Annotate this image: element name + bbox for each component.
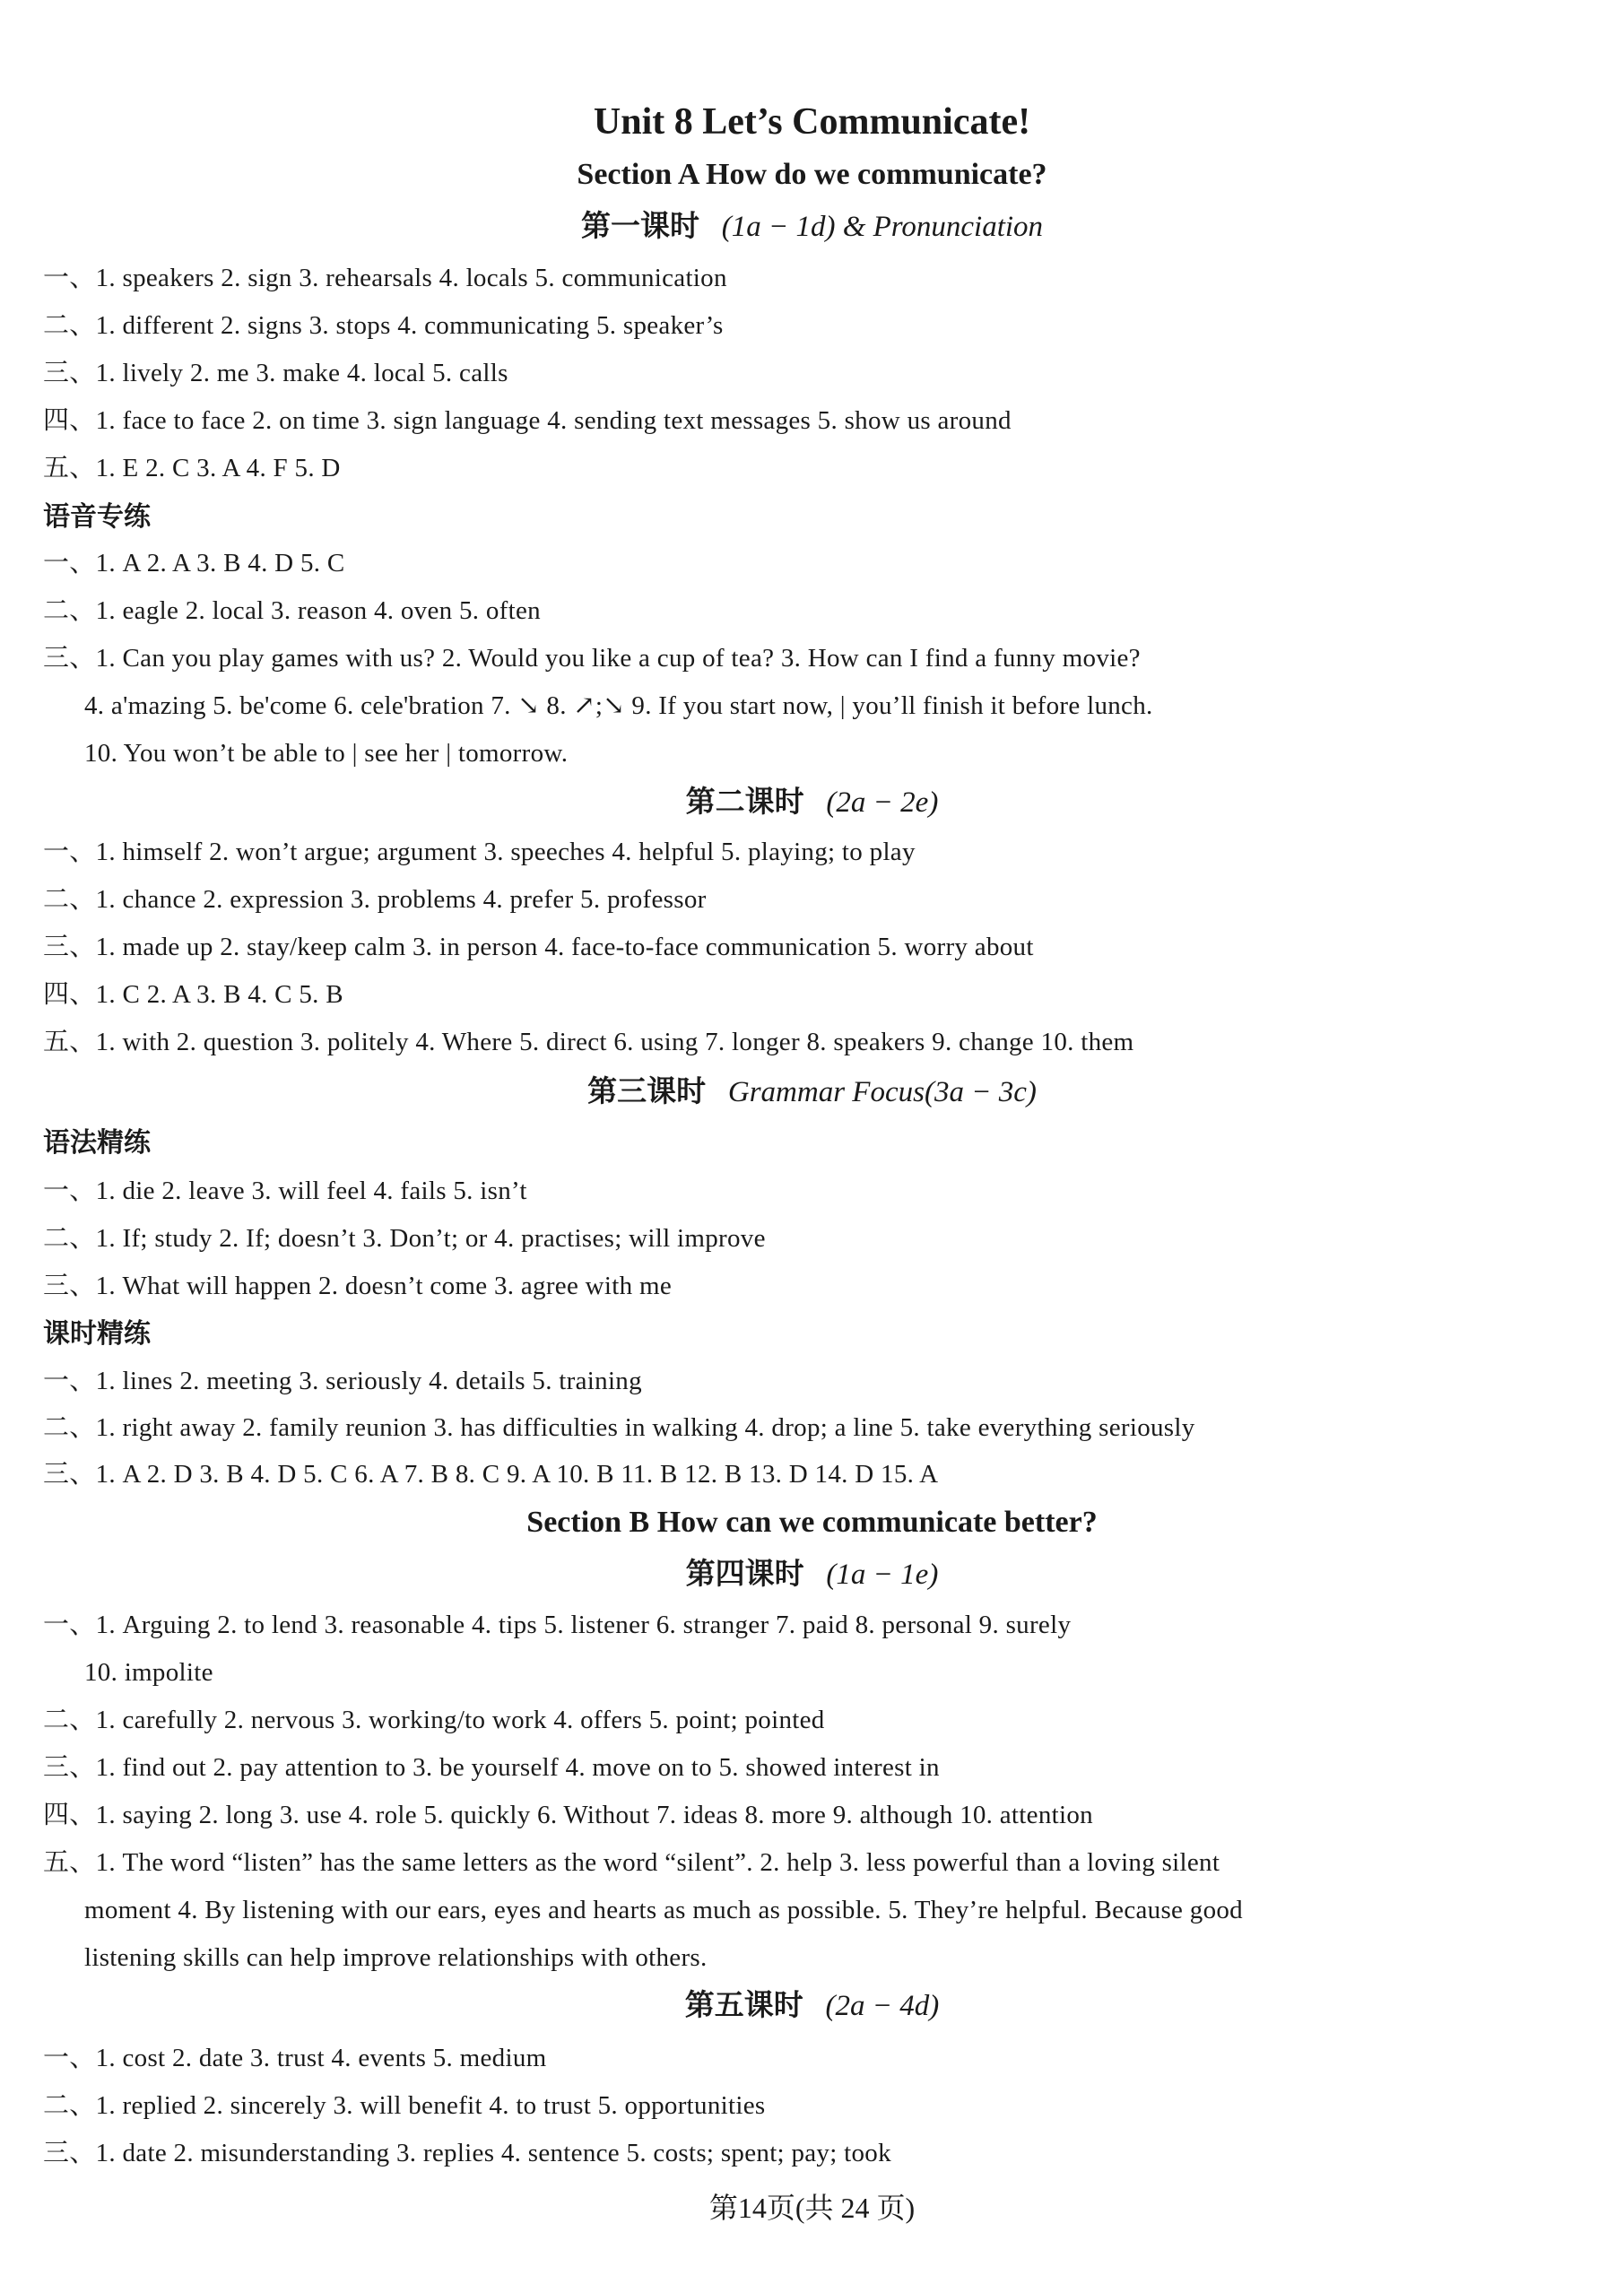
answer-line: 三、1. A 2. D 3. B 4. D 5. C 6. A 7. B 8. C 9. A 10. B 11. B 12. B 13. D 14. D 15. A	[43, 1460, 939, 1489]
lesson-1-range: (1a − 1d) & Pronunciation	[721, 211, 1044, 243]
answer-line: 一、1. Arguing 2. to lend 3. reasonable 4. tips 5. listener 6. stranger 7. paid 8. personal 9. surely	[43, 1611, 1072, 1639]
answer-line: 一、1. die 2. leave 3. will feel 4. fails 5. isn’t	[43, 1177, 527, 1205]
answer-line: 二、1. replied 2. sincerely 3. will benefit 4. to trust 5. opportunities	[43, 2091, 766, 2120]
lesson-2-heading	[0, 782, 1624, 823]
lesson-3-range: Grammar Focus(3a − 3c)	[727, 1076, 1037, 1108]
answer-line: 三、1. lively 2. me 3. make 4. local 5. calls	[43, 359, 508, 387]
answer-line: 二、1. chance 2. expression 3. problems 4. prefer 5. professor	[43, 885, 707, 914]
lesson-5-range: (2a − 4d)	[825, 1990, 940, 2022]
section-a-title: Section A How do we communicate?	[577, 158, 1047, 191]
page-number: 第14页(共 24 页)	[708, 2192, 916, 2224]
answer-line: moment 4. By listening with our ears, eyes and hearts as much as possible. 5. They’re helpful. Because good	[84, 1896, 1243, 1924]
answer-line: 五、1. The word “listen” has the same letters as the word “silent”. 2. help 3. less powerful than a loving silent	[43, 1848, 1220, 1877]
answer-line: 四、1. C 2. A 3. B 4. C 5. B	[43, 980, 343, 1009]
answer-line: 二、1. carefully 2. nervous 3. working/to work 4. offers 5. point; pointed	[43, 1706, 825, 1734]
answer-line: 二、1. different 2. signs 3. stops 4. communicating 5. speaker’s	[43, 311, 724, 340]
answer-line: 三、1. find out 2. pay attention to 3. be yourself 4. move on to 5. showed interest in	[43, 1753, 940, 1782]
lesson-1-heading	[0, 206, 1624, 248]
lesson-4-range: (1a − 1e)	[826, 1559, 939, 1591]
lesson-5-heading	[0, 1985, 1624, 2027]
answer-line: listening skills can help improve relationships with others.	[84, 1943, 708, 1972]
unit-title: Unit 8 Let’s Communicate!	[593, 101, 1031, 143]
answer-line: 一、1. cost 2. date 3. trust 4. events 5. medium	[43, 2044, 547, 2072]
answer-line: 一、1. lines 2. meeting 3. seriously 4. details 5. training	[43, 1367, 642, 1395]
answer-line: 4. a'mazing 5. be'come 6. cele'bration 7. ↘ 8. ↗;↘ 9. If you start now, | you’ll finish it before lunch.	[84, 691, 1153, 720]
lesson-4-label: 第四课时	[685, 1559, 804, 1591]
lesson-1-label: 第一课时	[580, 211, 699, 243]
answer-line: 一、1. himself 2. won’t argue; argument 3. speeches 4. helpful 5. playing; to play	[43, 838, 916, 866]
answer-line: 一、1. speakers 2. sign 3. rehearsals 4. locals 5. communication	[43, 264, 727, 292]
answer-line: 二、1. right away 2. family reunion 3. has difficulties in walking 4. drop; a line 5. take everything seriously	[43, 1413, 1195, 1442]
answer-line: 五、1. E 2. C 3. A 4. F 5. D	[43, 454, 341, 482]
lesson-2-range: (2a − 2e)	[826, 786, 939, 819]
answer-line: 五、1. with 2. question 3. politely 4. Where 5. direct 6. using 7. longer 8. speakers 9. change 10. them	[43, 1028, 1134, 1056]
answer-line: 三、1. made up 2. stay/keep calm 3. in person 4. face-to-face communication 5. worry about	[43, 933, 1034, 961]
answer-line: 四、1. face to face 2. on time 3. sign language 4. sending text messages 5. show us around	[43, 406, 1012, 435]
section-b-title: Section B How can we communicate better?	[526, 1506, 1098, 1539]
lesson-5-label: 第五课时	[684, 1990, 803, 2022]
answer-line: 10. You won’t be able to | see her | tomorrow.	[84, 739, 569, 768]
answer-line: 一、1. A 2. A 3. B 4. D 5. C	[43, 549, 345, 578]
lesson-3-heading	[0, 1072, 1624, 1113]
lesson-4-heading	[0, 1554, 1624, 1595]
answer-line: 四、1. saying 2. long 3. use 4. role 5. quickly 6. Without 7. ideas 8. more 9. although 10. attention	[43, 1801, 1093, 1829]
lesson-2-label: 第二课时	[685, 786, 804, 819]
lesson-3-label: 第三课时	[587, 1076, 707, 1108]
answer-line: 二、1. eagle 2. local 3. reason 4. oven 5. often	[43, 596, 541, 625]
answer-line: 10. impolite	[84, 1658, 213, 1687]
answer-line: 二、1. If; study 2. If; doesn’t 3. Don’t; or 4. practises; will improve	[43, 1224, 766, 1253]
answer-line: 三、1. What will happen 2. doesn’t come 3. agree with me	[43, 1272, 673, 1300]
subheading-grammar: 语法精练	[43, 1128, 151, 1158]
answer-line: 三、1. date 2. misunderstanding 3. replies 4. sentence 5. costs; spent; pay; took	[43, 2139, 891, 2167]
answer-line: 三、1. Can you play games with us? 2. Would you like a cup of tea? 3. How can I find a funny movie?	[43, 644, 1141, 673]
subheading-lesson-practice: 课时精练	[43, 1319, 151, 1349]
subheading-pronunciation: 语音专练	[43, 502, 151, 532]
